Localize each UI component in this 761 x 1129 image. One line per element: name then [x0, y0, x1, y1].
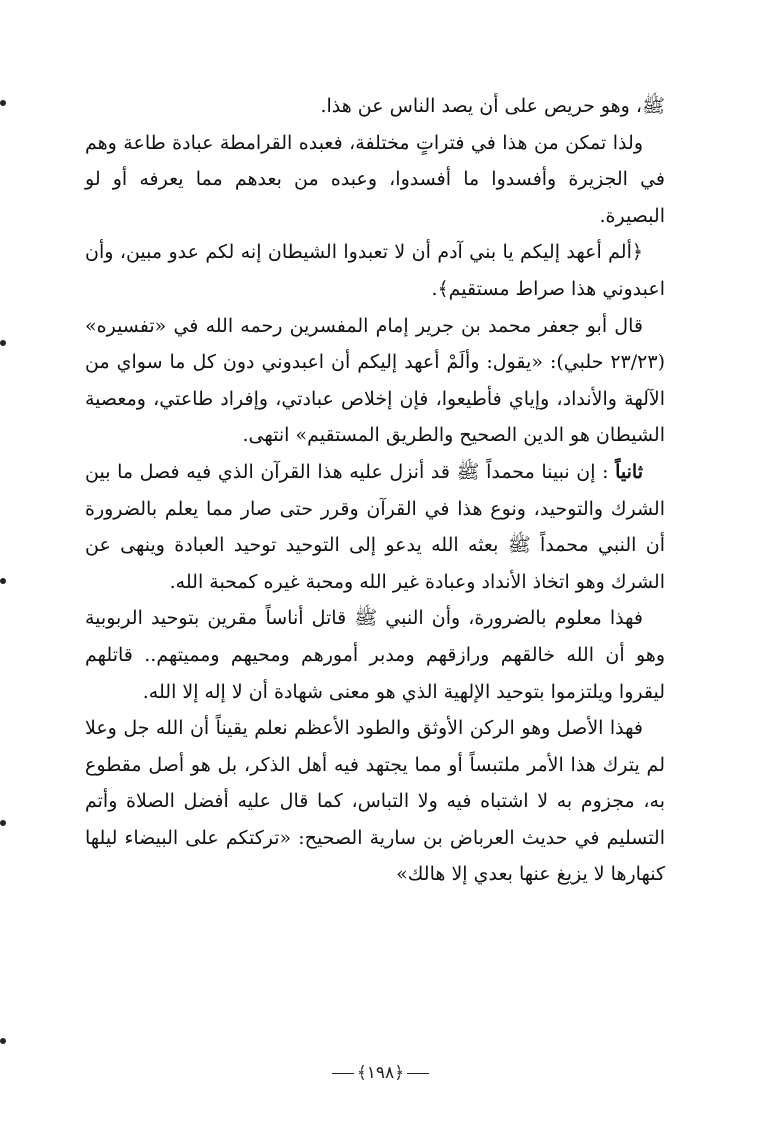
page-footer — [0, 1062, 761, 1083]
paragraph: ولذا تمكن من هذا في فتراتٍ مختلفة، فعبده القرامطة عبادة طاعة وهم في الجزيرة وأفسدوا ما أفسدوا، وعبده من بعدهم مما يعرفه أو لو البصيرة. — [85, 131, 665, 227]
margin-mark — [0, 820, 6, 826]
margin-mark — [0, 340, 6, 346]
quran-verse: ﴿ألم أعهد إليكم يا بني آدم أن لا تعبدوا الشيطان إنه لكم عدو مبين، وأن اعبدوني هذا صراط مستقيم﴾. — [85, 241, 665, 300]
section-label-colon: : — [602, 460, 609, 483]
paragraph — [85, 454, 665, 600]
paragraph: ﷺ، وهو حريص على أن يصد الناس عن هذا. — [320, 95, 665, 117]
margin-mark — [0, 1038, 6, 1044]
footer-rule — [332, 1073, 354, 1074]
page-number: ﴿١٩٨﴾ — [356, 1063, 405, 1083]
paragraph: فهذا معلوم بالضرورة، وأن النبي ﷺ قاتل أناساً مقرين بتوحيد الربوبية وهو أن الله خالقهم ورازقهم ومدبر أمورهم ومحيهم ومميتهم.. قاتلهم ليقروا ويلتزموا بتوحيد الإلهية الذي هو معنى شهادة أن لا إله إلا الله. — [85, 607, 665, 703]
margin-mark — [0, 578, 6, 584]
section-label: ثانياً — [615, 460, 643, 483]
paragraph: قال أبو جعفر محمد بن جرير إمام المفسرين رحمه الله في «تفسيره» (٢٣/٢٣ حلبي): «يقول: وألَمْ أعهد إليكم أن اعبدوني دون كل ما سواي من الآلهة والأنداد، وإياي فأطيعوا، فإن إخلاص عبادتي، وإفراد طاعتي، ومعصية الشيطان هو الدين الصحيح والطريق المستقيم» انتهى. — [85, 314, 665, 447]
margin-mark — [0, 100, 6, 106]
paragraph-text: إن نبينا محمداً ﷺ قد أنزل عليه هذا القرآن الذي فيه فصل ما بين الشرك والتوحيد، ونوع هذا في القرآن وقرر حتى صار مما يعلم بالضرورة أن النبي محمداً ﷺ بعثه الله يدعو إلى التوحيد توحيد العبادة وينهى عن الشرك وهو اتخاذ الأنداد وعبادة غير الله ومحبة غيره كمحبة الله. — [85, 460, 665, 593]
footer-rule — [407, 1073, 429, 1074]
paragraph: فهذا الأصل وهو الركن الأوثق والطود الأعظم نعلم يقيناً أن الله جل وعلا لم يترك هذا الأمر ملتبساً أو مما يجتهد فيه أهل الذكر، بل هو أصل مقطوع به، مجزوم به لا اشتباه فيه ولا التباس، كما قال عليه أفضل الصلاة وأتم التسليم في حديث العرباض بن سارية الصحيح: «تركتكم على البيضاء ليلها كنهارها لا يزيغ عنها بعدي إلا هالك» — [85, 717, 665, 886]
body-text — [85, 88, 665, 893]
